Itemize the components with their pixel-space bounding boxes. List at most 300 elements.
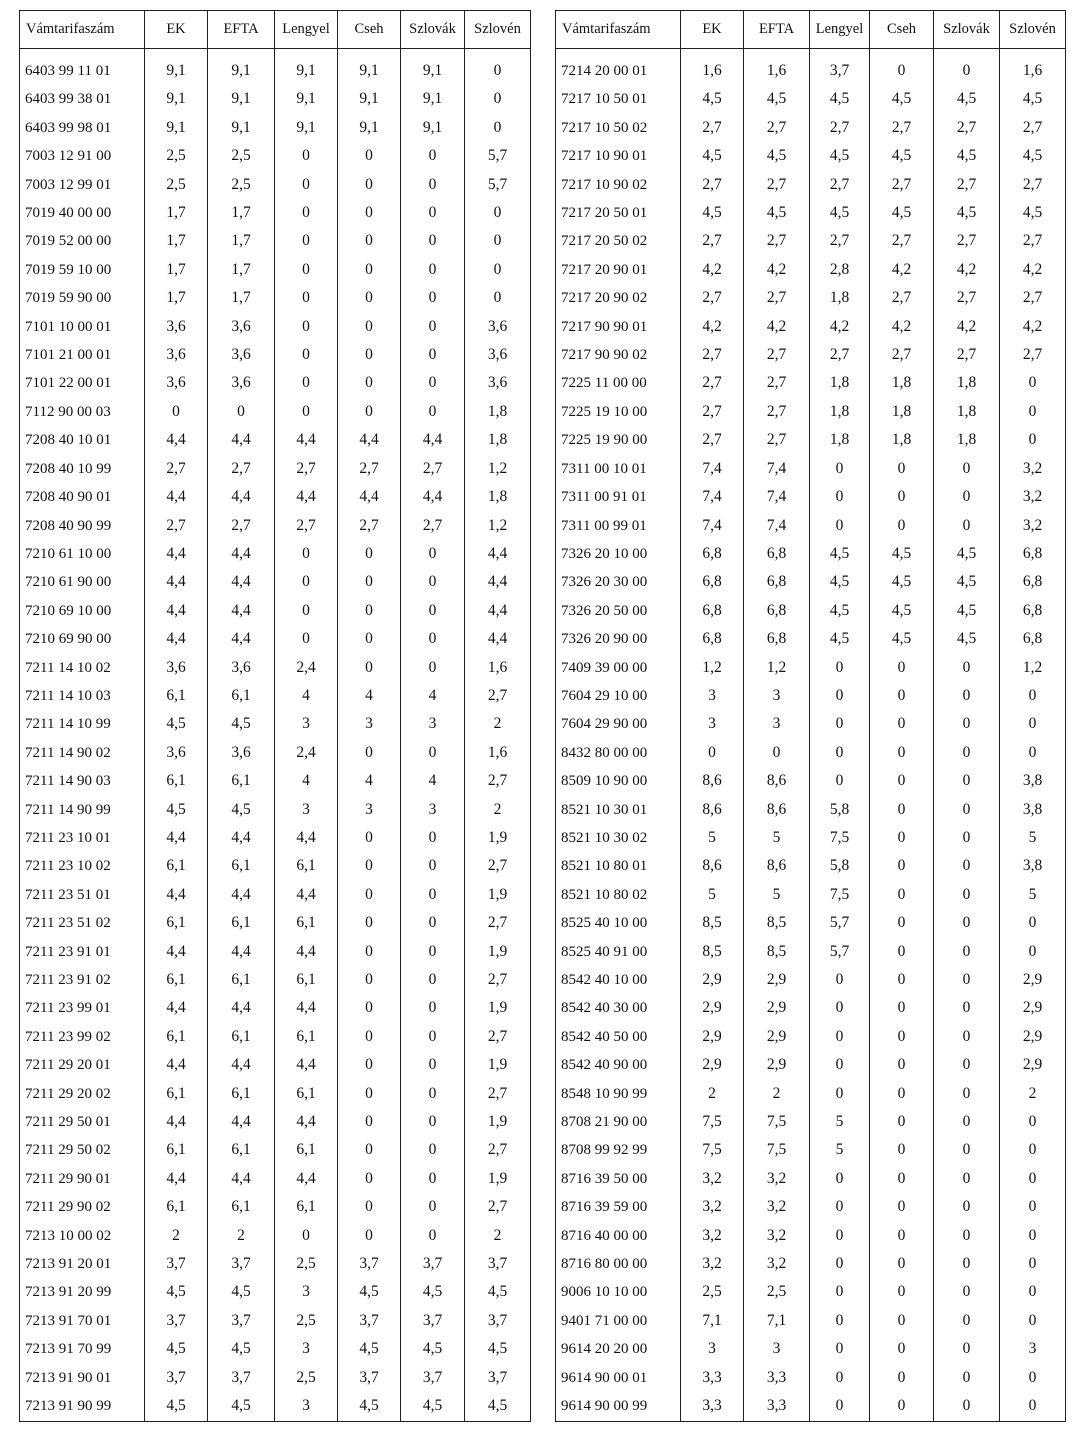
efta-cell: 1,7	[208, 284, 275, 312]
cseh-cell: 0	[338, 852, 401, 880]
tariff-code-cell: 7217 20 50 02	[556, 227, 681, 255]
szlovak-cell: 0	[401, 1080, 465, 1108]
lengyel-cell: 4,4	[275, 824, 338, 852]
tariff-code-cell: 7217 20 90 01	[556, 256, 681, 284]
szloven-cell: 2,7	[465, 1193, 531, 1221]
tariff-code-cell: 9614 90 00 99	[556, 1392, 681, 1421]
cseh-cell: 0	[338, 881, 401, 909]
cseh-cell: 0	[338, 540, 401, 568]
tariff-code-cell: 7211 29 20 02	[20, 1080, 145, 1108]
szloven-cell: 0	[465, 49, 531, 86]
cseh-cell: 9,1	[338, 114, 401, 142]
cseh-cell: 4,5	[870, 625, 934, 653]
table-row	[556, 540, 1066, 568]
table-row	[556, 313, 1066, 341]
szlovak-cell: 0	[934, 994, 1000, 1022]
szlovak-cell: 0	[934, 455, 1000, 483]
lengyel-cell: 0	[810, 767, 870, 795]
szlovak-cell: 0	[934, 1051, 1000, 1079]
table-header-row	[556, 11, 1066, 49]
tariff-code-cell: 7211 23 10 01	[20, 824, 145, 852]
szloven-cell: 3,8	[1000, 767, 1066, 795]
szloven-cell: 1,8	[465, 426, 531, 454]
tariff-code-cell: 7311 00 99 01	[556, 512, 681, 540]
ek-cell: 4,4	[145, 483, 208, 511]
efta-cell: 2,7	[208, 455, 275, 483]
efta-cell: 2,7	[744, 341, 810, 369]
tariff-code-cell: 7326 20 50 00	[556, 597, 681, 625]
szlovak-cell: 0	[401, 597, 465, 625]
lengyel-cell: 2,5	[275, 1250, 338, 1278]
szlovak-cell: 0	[401, 1193, 465, 1221]
cseh-cell: 0	[870, 739, 934, 767]
efta-cell: 2	[208, 1222, 275, 1250]
ek-cell: 7,5	[681, 1108, 744, 1136]
table-row	[20, 284, 531, 312]
efta-cell: 2,9	[744, 1051, 810, 1079]
lengyel-cell: 3	[275, 796, 338, 824]
lengyel-cell: 0	[810, 1335, 870, 1363]
efta-cell: 6,1	[208, 682, 275, 710]
tariff-code-cell: 7213 91 70 99	[20, 1335, 145, 1363]
lengyel-cell: 5,7	[810, 909, 870, 937]
szlovak-cell: 0	[934, 512, 1000, 540]
szloven-cell: 3,6	[465, 369, 531, 397]
szloven-cell: 0	[465, 85, 531, 113]
tariff-code-cell: 7112 90 00 03	[20, 398, 145, 426]
tariff-code-cell: 8521 10 80 01	[556, 852, 681, 880]
efta-cell: 5	[744, 881, 810, 909]
szloven-cell: 0	[1000, 739, 1066, 767]
tariff-code-cell: 7211 23 91 01	[20, 938, 145, 966]
lengyel-cell: 0	[275, 313, 338, 341]
szlovak-cell: 0	[401, 341, 465, 369]
tariff-code-cell: 7101 10 00 01	[20, 313, 145, 341]
cseh-cell: 0	[338, 1108, 401, 1136]
lengyel-cell: 5,8	[810, 796, 870, 824]
lengyel-cell: 0	[275, 568, 338, 596]
szloven-cell: 3	[1000, 1335, 1066, 1363]
szlovak-cell: 0	[401, 852, 465, 880]
tariff-code-cell: 7210 61 90 00	[20, 568, 145, 596]
tariff-code-cell: 7211 14 90 02	[20, 739, 145, 767]
lengyel-cell: 2,7	[810, 227, 870, 255]
lengyel-cell: 2,7	[275, 455, 338, 483]
tariff-code-cell: 6403 99 38 01	[20, 85, 145, 113]
table-row	[20, 852, 531, 880]
column-header-code: Vámtarifaszám	[20, 11, 145, 49]
table-row	[20, 597, 531, 625]
cseh-cell: 0	[870, 1165, 934, 1193]
lengyel-cell: 0	[810, 455, 870, 483]
ek-cell: 1,7	[145, 227, 208, 255]
cseh-cell: 0	[338, 1023, 401, 1051]
column-header-szlovak: Szlovák	[934, 11, 1000, 49]
szloven-cell: 1,8	[465, 483, 531, 511]
lengyel-cell: 5,7	[810, 938, 870, 966]
tariff-code-cell: 9614 90 00 01	[556, 1364, 681, 1392]
efta-cell: 8,5	[744, 938, 810, 966]
table-row	[20, 483, 531, 511]
szlovak-cell: 0	[401, 1023, 465, 1051]
tariff-code-cell: 7019 40 00 00	[20, 199, 145, 227]
szloven-cell: 2,7	[465, 767, 531, 795]
szlovak-cell: 1,8	[934, 398, 1000, 426]
lengyel-cell: 5	[810, 1108, 870, 1136]
tariff-code-cell: 7211 29 50 01	[20, 1108, 145, 1136]
lengyel-cell: 0	[810, 1051, 870, 1079]
szloven-cell: 4,5	[465, 1392, 531, 1421]
cseh-cell: 0	[870, 455, 934, 483]
table-row	[20, 1051, 531, 1079]
ek-cell: 4,4	[145, 568, 208, 596]
ek-cell: 3,6	[145, 369, 208, 397]
szlovak-cell: 0	[401, 568, 465, 596]
cseh-cell: 0	[870, 881, 934, 909]
szlovak-cell: 0	[934, 767, 1000, 795]
tariff-code-cell: 8708 99 92 99	[556, 1136, 681, 1164]
szloven-cell: 4,2	[1000, 256, 1066, 284]
szloven-cell: 2,7	[1000, 171, 1066, 199]
tariff-code-cell: 7208 40 10 01	[20, 426, 145, 454]
ek-cell: 4,4	[145, 625, 208, 653]
szloven-cell: 0	[1000, 369, 1066, 397]
szloven-cell: 4,5	[1000, 85, 1066, 113]
szlovak-cell: 4,5	[934, 142, 1000, 170]
efta-cell: 3	[744, 682, 810, 710]
szlovak-cell: 4,5	[934, 199, 1000, 227]
szloven-cell: 1,9	[465, 824, 531, 852]
ek-cell: 4,4	[145, 597, 208, 625]
szlovak-cell: 2,7	[934, 171, 1000, 199]
szlovak-cell: 0	[401, 398, 465, 426]
tariff-code-cell: 8542 40 30 00	[556, 994, 681, 1022]
ek-cell: 4,5	[681, 142, 744, 170]
szloven-cell: 2,9	[1000, 1023, 1066, 1051]
efta-cell: 4,5	[208, 796, 275, 824]
tariff-code-cell: 7211 23 99 02	[20, 1023, 145, 1051]
cseh-cell: 0	[870, 966, 934, 994]
efta-cell: 4,5	[744, 85, 810, 113]
tariff-code-cell: 8716 39 50 00	[556, 1165, 681, 1193]
szlovak-cell: 0	[934, 710, 1000, 738]
table-row	[556, 852, 1066, 880]
ek-cell: 2,7	[681, 369, 744, 397]
szloven-cell: 2,7	[465, 682, 531, 710]
szloven-cell: 2,7	[1000, 284, 1066, 312]
tariff-code-cell: 8542 40 50 00	[556, 1023, 681, 1051]
efta-cell: 6,8	[744, 540, 810, 568]
lengyel-cell: 5,8	[810, 852, 870, 880]
column-header-cseh: Cseh	[338, 11, 401, 49]
efta-cell: 3,3	[744, 1392, 810, 1421]
tariff-code-cell: 7211 23 51 02	[20, 909, 145, 937]
szlovak-cell: 4,5	[401, 1335, 465, 1363]
szlovak-cell: 0	[401, 142, 465, 170]
efta-cell: 1,7	[208, 199, 275, 227]
efta-cell: 3,6	[208, 654, 275, 682]
ek-cell: 0	[681, 739, 744, 767]
efta-cell: 6,1	[208, 1080, 275, 1108]
ek-cell: 4,5	[681, 85, 744, 113]
cseh-cell: 0	[870, 1136, 934, 1164]
tariff-code-cell: 7214 20 00 01	[556, 49, 681, 86]
szloven-cell: 1,9	[465, 1051, 531, 1079]
ek-cell: 7,4	[681, 512, 744, 540]
table-row	[20, 313, 531, 341]
szloven-cell: 3,2	[1000, 455, 1066, 483]
efta-cell: 2,7	[744, 227, 810, 255]
tariff-code-cell: 7311 00 91 01	[556, 483, 681, 511]
efta-cell: 4,4	[208, 426, 275, 454]
szlovak-cell: 2,7	[934, 114, 1000, 142]
ek-cell: 2,7	[681, 284, 744, 312]
column-header-efta: EFTA	[744, 11, 810, 49]
szloven-cell: 4,5	[465, 1278, 531, 1306]
efta-cell: 3	[744, 710, 810, 738]
cseh-cell: 2,7	[870, 227, 934, 255]
tariff-code-cell: 8542 40 90 00	[556, 1051, 681, 1079]
efta-cell: 2,7	[744, 398, 810, 426]
efta-cell: 4,5	[208, 1278, 275, 1306]
ek-cell: 6,1	[145, 1136, 208, 1164]
table-row	[556, 710, 1066, 738]
efta-cell: 4,5	[208, 1392, 275, 1421]
szlovak-cell: 4,5	[401, 1392, 465, 1421]
table-row	[20, 767, 531, 795]
szloven-cell: 2,9	[1000, 994, 1066, 1022]
szloven-cell: 4,5	[1000, 142, 1066, 170]
tariff-code-cell: 7225 11 00 00	[556, 369, 681, 397]
efta-cell: 3,6	[208, 313, 275, 341]
efta-cell: 4,4	[208, 824, 275, 852]
lengyel-cell: 2,4	[275, 654, 338, 682]
efta-cell: 6,1	[208, 767, 275, 795]
ek-cell: 2,5	[681, 1278, 744, 1306]
table-row	[556, 739, 1066, 767]
table-row	[20, 909, 531, 937]
szlovak-cell: 0	[934, 483, 1000, 511]
lengyel-cell: 6,1	[275, 1193, 338, 1221]
efta-cell: 4,5	[744, 199, 810, 227]
efta-cell: 4,4	[208, 568, 275, 596]
ek-cell: 1,7	[145, 284, 208, 312]
tariff-code-cell: 7211 14 90 99	[20, 796, 145, 824]
lengyel-cell: 4,4	[275, 426, 338, 454]
column-header-code: Vámtarifaszám	[556, 11, 681, 49]
tariff-code-cell: 7225 19 10 00	[556, 398, 681, 426]
tariff-code-cell: 7326 20 90 00	[556, 625, 681, 653]
szlovak-cell: 4	[401, 767, 465, 795]
efta-cell: 6,1	[208, 1023, 275, 1051]
efta-cell: 3,7	[208, 1364, 275, 1392]
ek-cell: 2,7	[681, 227, 744, 255]
cseh-cell: 2,7	[870, 284, 934, 312]
efta-cell: 7,4	[744, 455, 810, 483]
tariff-code-cell: 7213 10 00 02	[20, 1222, 145, 1250]
table-row	[556, 1165, 1066, 1193]
ek-cell: 4,2	[681, 313, 744, 341]
table-row	[556, 568, 1066, 596]
szlovak-cell: 0	[401, 1136, 465, 1164]
efta-cell: 1,2	[744, 654, 810, 682]
szlovak-cell: 0	[934, 1250, 1000, 1278]
efta-cell: 3,6	[208, 369, 275, 397]
efta-cell: 4,2	[744, 313, 810, 341]
table-row	[556, 1307, 1066, 1335]
tariff-code-cell: 7211 23 91 02	[20, 966, 145, 994]
szloven-cell: 1,6	[1000, 49, 1066, 86]
lengyel-cell: 0	[810, 966, 870, 994]
ek-cell: 4,4	[145, 1051, 208, 1079]
tariff-code-cell: 7213 91 20 01	[20, 1250, 145, 1278]
ek-cell: 7,4	[681, 483, 744, 511]
table-row	[20, 568, 531, 596]
szlovak-cell: 2,7	[934, 227, 1000, 255]
cseh-cell: 0	[338, 1193, 401, 1221]
efta-cell: 3,3	[744, 1364, 810, 1392]
ek-cell: 2,7	[681, 171, 744, 199]
table-row	[20, 1222, 531, 1250]
cseh-cell: 0	[338, 1080, 401, 1108]
szlovak-cell: 0	[934, 49, 1000, 86]
szlovak-cell: 4,5	[934, 568, 1000, 596]
tariff-code-cell: 8548 10 90 99	[556, 1080, 681, 1108]
cseh-cell: 0	[338, 171, 401, 199]
cseh-cell: 2,7	[870, 171, 934, 199]
tariff-code-cell: 7208 40 10 99	[20, 455, 145, 483]
szlovak-cell: 0	[934, 654, 1000, 682]
efta-cell: 4,4	[208, 597, 275, 625]
ek-cell: 7,1	[681, 1307, 744, 1335]
tariff-code-cell: 7211 14 10 99	[20, 710, 145, 738]
column-header-szloven: Szlovén	[465, 11, 531, 49]
szlovak-cell: 0	[401, 938, 465, 966]
lengyel-cell: 0	[275, 1222, 338, 1250]
lengyel-cell: 1,8	[810, 284, 870, 312]
tariff-code-cell: 9006 10 10 00	[556, 1278, 681, 1306]
szlovak-cell: 0	[934, 1136, 1000, 1164]
table-row	[20, 682, 531, 710]
tariff-code-cell: 8509 10 90 00	[556, 767, 681, 795]
tariff-code-cell: 7217 10 50 01	[556, 85, 681, 113]
cseh-cell: 0	[870, 1307, 934, 1335]
szloven-cell: 2	[465, 1222, 531, 1250]
column-header-szlovak: Szlovák	[401, 11, 465, 49]
table-row	[20, 199, 531, 227]
lengyel-cell: 6,1	[275, 909, 338, 937]
szloven-cell: 1,9	[465, 1108, 531, 1136]
ek-cell: 3,6	[145, 341, 208, 369]
efta-cell: 3,2	[744, 1165, 810, 1193]
efta-cell: 6,1	[208, 1136, 275, 1164]
szloven-cell: 6,8	[1000, 625, 1066, 653]
cseh-cell: 1,8	[870, 426, 934, 454]
efta-cell: 2,5	[208, 171, 275, 199]
table-row	[556, 767, 1066, 795]
table-row	[20, 227, 531, 255]
efta-cell: 7,5	[744, 1136, 810, 1164]
tariff-code-cell: 7217 10 90 02	[556, 171, 681, 199]
szlovak-cell: 0	[934, 1222, 1000, 1250]
tariff-code-cell: 7311 00 10 01	[556, 455, 681, 483]
column-header-ek: EK	[681, 11, 744, 49]
table-row	[556, 512, 1066, 540]
ek-cell: 4,4	[145, 540, 208, 568]
tariff-code-cell: 7210 61 10 00	[20, 540, 145, 568]
cseh-cell: 0	[870, 483, 934, 511]
table-row	[556, 654, 1066, 682]
szloven-cell: 0	[1000, 1193, 1066, 1221]
tariff-code-cell: 8521 10 30 02	[556, 824, 681, 852]
lengyel-cell: 2,5	[275, 1307, 338, 1335]
ek-cell: 3,6	[145, 654, 208, 682]
szloven-cell: 2,9	[1000, 1051, 1066, 1079]
table-row	[556, 1392, 1066, 1421]
cseh-cell: 4,5	[338, 1392, 401, 1421]
cseh-cell: 3,7	[338, 1250, 401, 1278]
efta-cell: 3,2	[744, 1222, 810, 1250]
szloven-cell: 0	[1000, 1165, 1066, 1193]
ek-cell: 6,8	[681, 540, 744, 568]
szlovak-cell: 0	[934, 1080, 1000, 1108]
ek-cell: 8,6	[681, 852, 744, 880]
efta-cell: 6,1	[208, 909, 275, 937]
lengyel-cell: 9,1	[275, 114, 338, 142]
szlovak-cell: 2,7	[401, 512, 465, 540]
tariff-code-cell: 7604 29 90 00	[556, 710, 681, 738]
szlovak-cell: 0	[934, 938, 1000, 966]
tariff-code-cell: 7326 20 10 00	[556, 540, 681, 568]
szlovak-cell: 0	[401, 739, 465, 767]
lengyel-cell: 0	[810, 1364, 870, 1392]
lengyel-cell: 2,7	[275, 512, 338, 540]
ek-cell: 3,2	[681, 1193, 744, 1221]
cseh-cell: 0	[338, 938, 401, 966]
szloven-cell: 0	[465, 256, 531, 284]
efta-cell: 9,1	[208, 114, 275, 142]
lengyel-cell: 2,7	[810, 171, 870, 199]
lengyel-cell: 3	[275, 1335, 338, 1363]
szlovak-cell: 0	[401, 966, 465, 994]
efta-cell: 1,7	[208, 256, 275, 284]
table-row	[20, 881, 531, 909]
lengyel-cell: 0	[810, 739, 870, 767]
szloven-cell: 0	[1000, 1222, 1066, 1250]
szlovak-cell: 0	[934, 1335, 1000, 1363]
lengyel-cell: 4,5	[810, 199, 870, 227]
table-row	[556, 1335, 1066, 1363]
szlovak-cell: 3,7	[401, 1364, 465, 1392]
tariff-code-cell: 7217 90 90 01	[556, 313, 681, 341]
szloven-cell: 3,8	[1000, 852, 1066, 880]
ek-cell: 6,1	[145, 1080, 208, 1108]
ek-cell: 3,7	[145, 1307, 208, 1335]
cseh-cell: 0	[870, 1278, 934, 1306]
cseh-cell: 4,5	[870, 597, 934, 625]
efta-cell: 2,7	[744, 369, 810, 397]
tariff-code-cell: 7019 52 00 00	[20, 227, 145, 255]
cseh-cell: 0	[338, 142, 401, 170]
szloven-cell: 3,8	[1000, 796, 1066, 824]
lengyel-cell: 4,5	[810, 597, 870, 625]
szloven-cell: 0	[1000, 398, 1066, 426]
tariff-code-cell: 6403 99 98 01	[20, 114, 145, 142]
tariff-code-cell: 7326 20 30 00	[556, 568, 681, 596]
szloven-cell: 1,2	[465, 455, 531, 483]
table-row	[20, 796, 531, 824]
efta-cell: 6,1	[208, 966, 275, 994]
